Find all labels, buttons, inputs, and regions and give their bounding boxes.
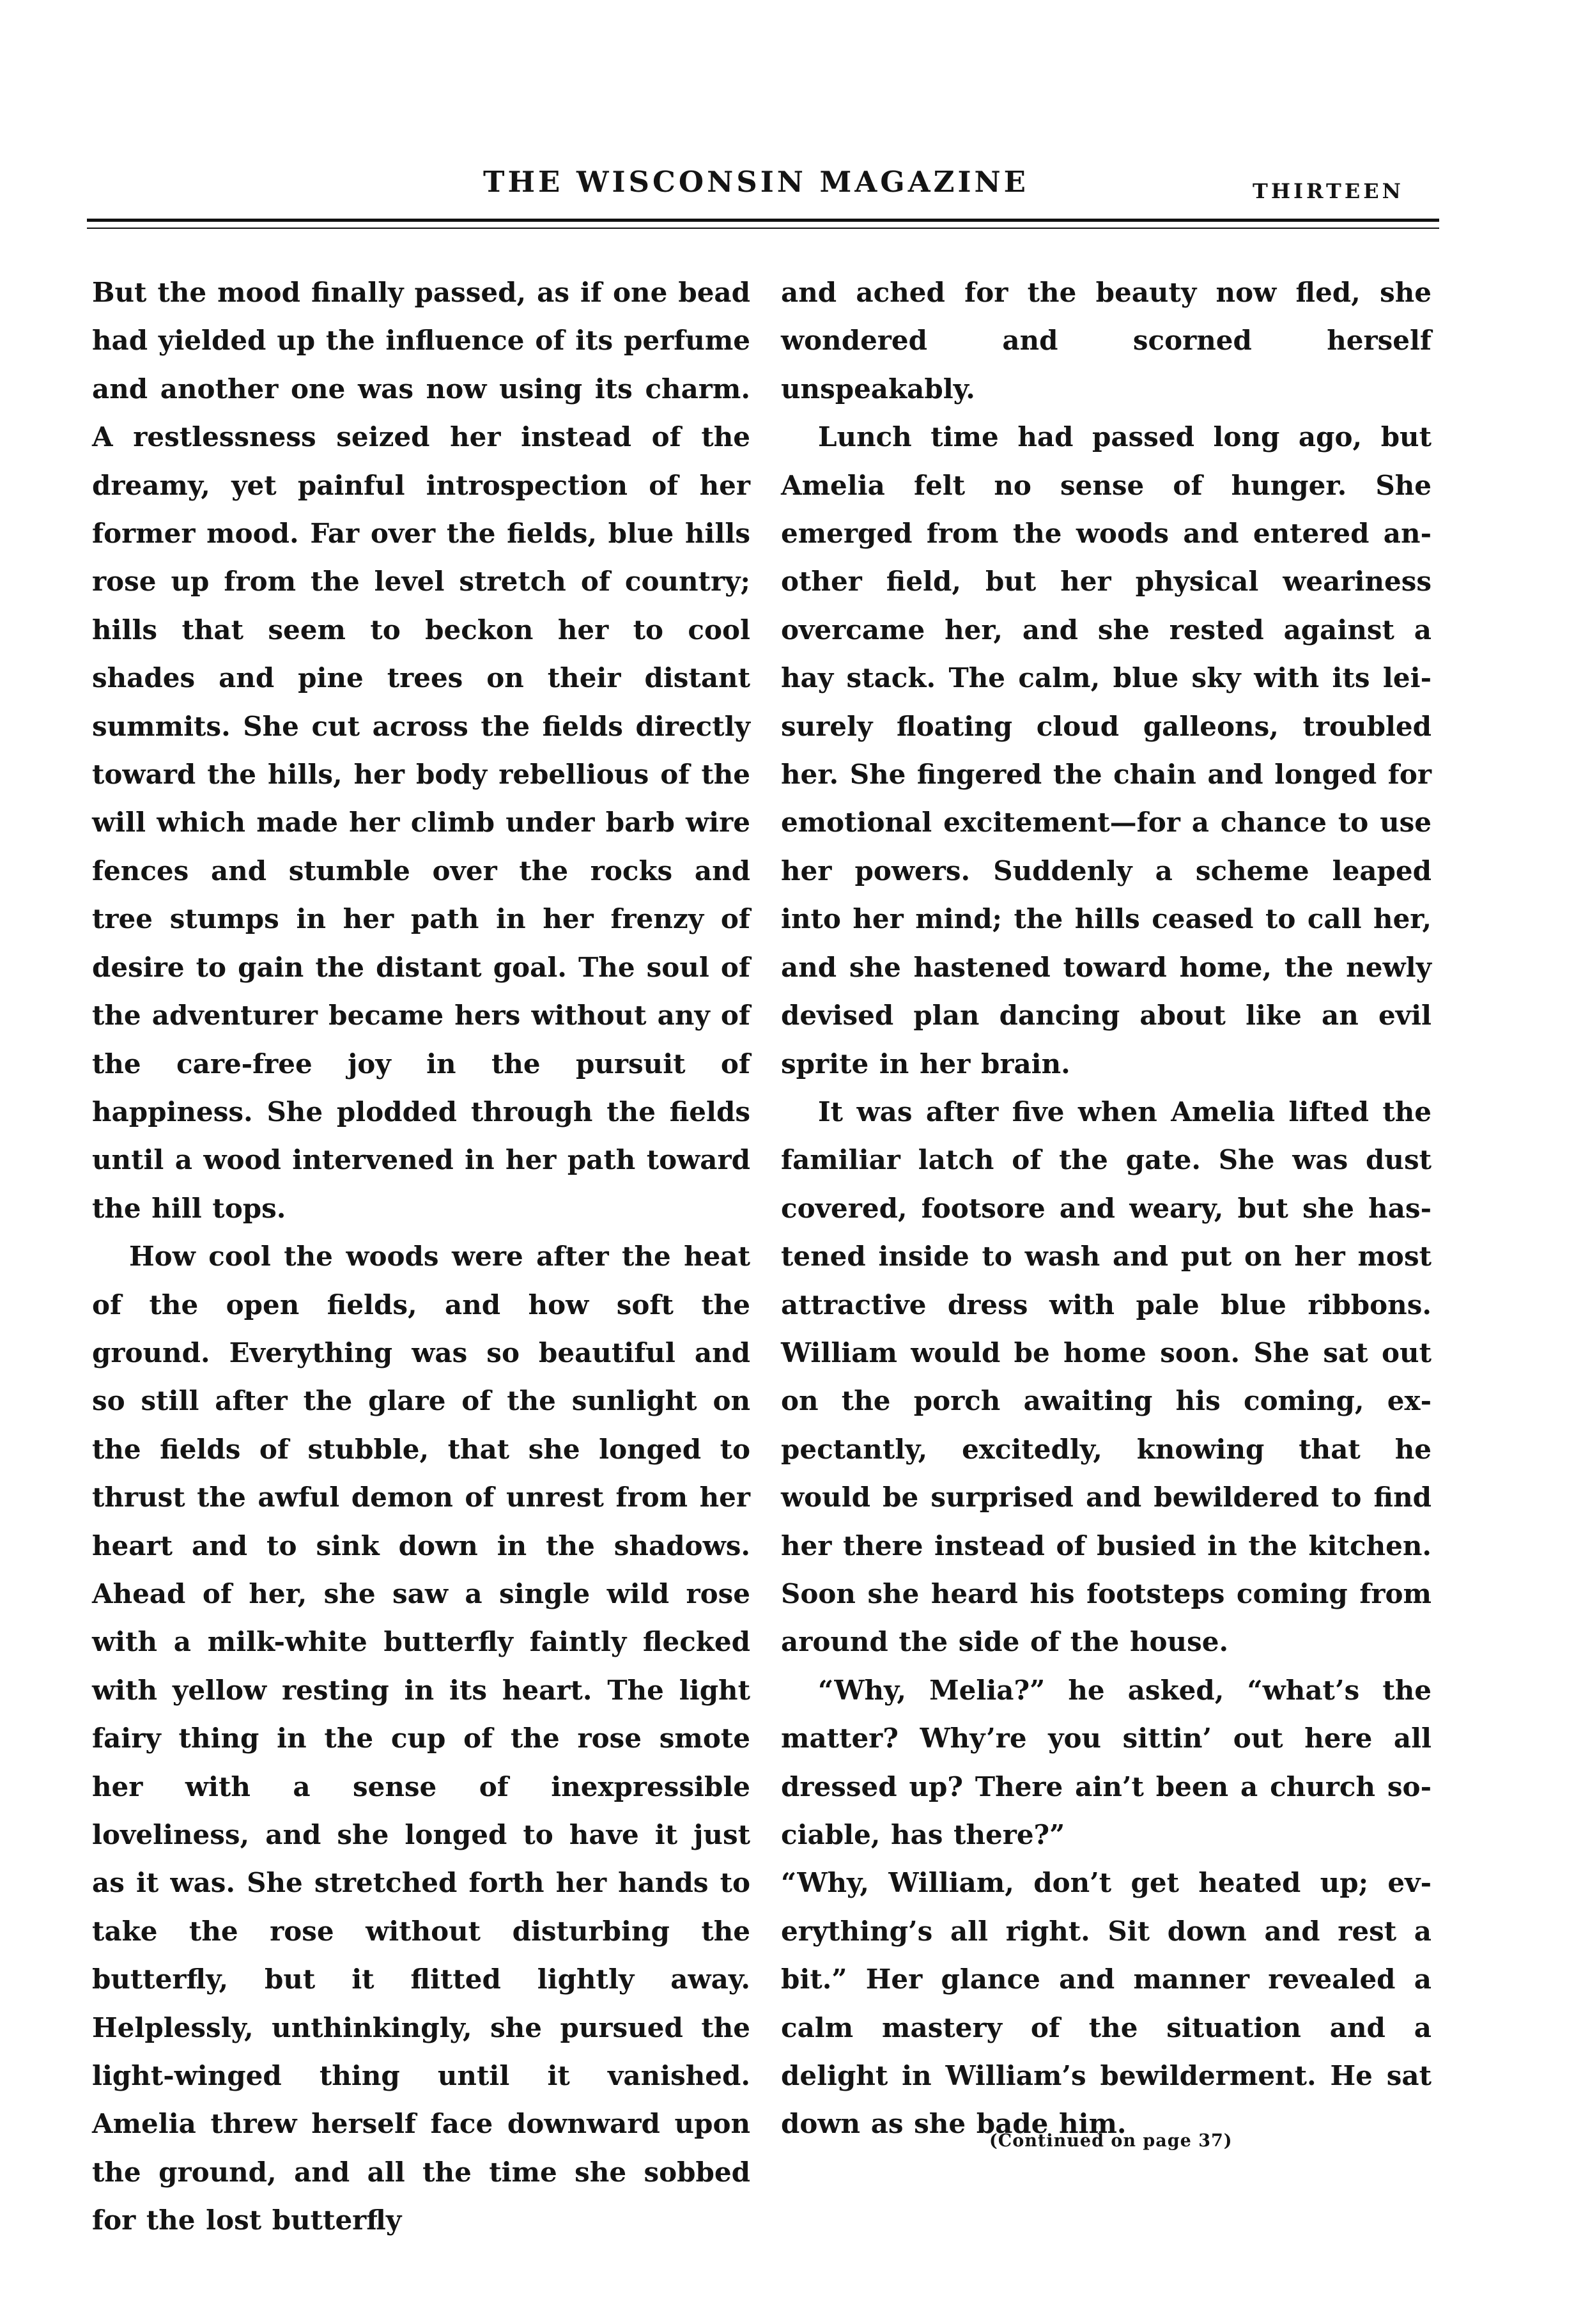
left-column xyxy=(92,268,750,2245)
paragraph: But the mood finally passed, as if one bead had yielded up the influence of its perfume and another one was now using its charm. A restlessness seized her instead of the dreamy, yet painful introspection of her former mood. Far over the fields, blue hills rose up from the level stretch of country; hills that seem to beckon her to cool shades and pine trees on their distant summits. She cut across the fields directly toward the hills, her body rebellious of the will which made her climb under barb wire fences and stumble over the rocks and tree stumps in her path in her frenzy of desire to gain the distant goal. The soul of the adventurer became hers without any of the care-free joy in the pursuit of happiness. She plodded through the fields until a wood intervened in her path toward the hill tops. xyxy=(92,277,750,1224)
paragraph: “Why, William, don’t get heated up; everything’s all right. Sit down and rest a bit.” Her glance and manner revealed a calm mastery of the situation and a delight in William’s bewilderment. He sat down as she bade him. xyxy=(781,1867,1432,2140)
right-column xyxy=(781,268,1432,2148)
paragraph: and ached for the beauty now fled, she wondered and scorned herself unspeakably. xyxy=(781,277,1432,405)
paragraph: It was after five when Amelia lifted the familiar latch of the gate. She was dust covered, footsore and weary, but she hastened inside to wash and put on her most attractive dress with pale blue ribbons. William would be home soon. She sat out on the porch awaiting his coming, expectantly, excitedly, knowing that he would be surprised and bewildered to find her there instead of busied in the kitchen. Soon she heard his footsteps coming from around the side of the house. xyxy=(781,1096,1432,1658)
paragraph: Lunch time had passed long ago, but Amelia felt no sense of hunger. She emerged from the woods and entered another field, but her physical weariness overcame her, and she rested against a hay stack. The calm, blue sky with its leisurely floating cloud galleons, troubled her. She fingered the chain and longed for emotional excitement—for a chance to use her powers. Suddenly a scheme leaped into her mind; the hills ceased to call her, and she hastened toward home, the newly devised plan dancing about like an evil sprite in her brain. xyxy=(781,421,1432,1080)
paragraph: How cool the woods were after the heat of the open fields, and how soft the ground. Everything was so beautiful and so still after the glare of the sunlight on the fields of stubble, that she longed to thrust the awful demon of unrest from her heart and to sink down in the shadows. Ahead of her, she saw a single wild rose with a milk-white butterfly faintly flecked with yellow resting in its heart. The light fairy thing in the cup of the rose smote her with a sense of inexpressible loveliness, and she longed to have it just as it was. She stretched forth her hands to take the rose without disturbing the butterfly, but it flitted lightly away. Helplessly, unthinkingly, she pursued the light-winged thing until it vanished. Amelia threw herself face downward upon the ground, and all the time she sobbed for the lost butterfly xyxy=(92,1241,750,2236)
running-head xyxy=(0,165,1590,216)
continued-note: (Continued on page 37) xyxy=(989,2131,1233,2151)
magazine-title: THE WISCONSIN MAGAZINE xyxy=(483,165,1029,199)
header-rule-thin xyxy=(87,228,1439,229)
paragraph: “Why, Melia?” he asked, “what’s the matter? Why’re you sittin’ out here all dressed up? There ain’t been a church sociable, has there?” xyxy=(781,1674,1432,1850)
header-rule-thick xyxy=(87,219,1439,222)
page-number: THIRTEEN xyxy=(1253,179,1404,203)
